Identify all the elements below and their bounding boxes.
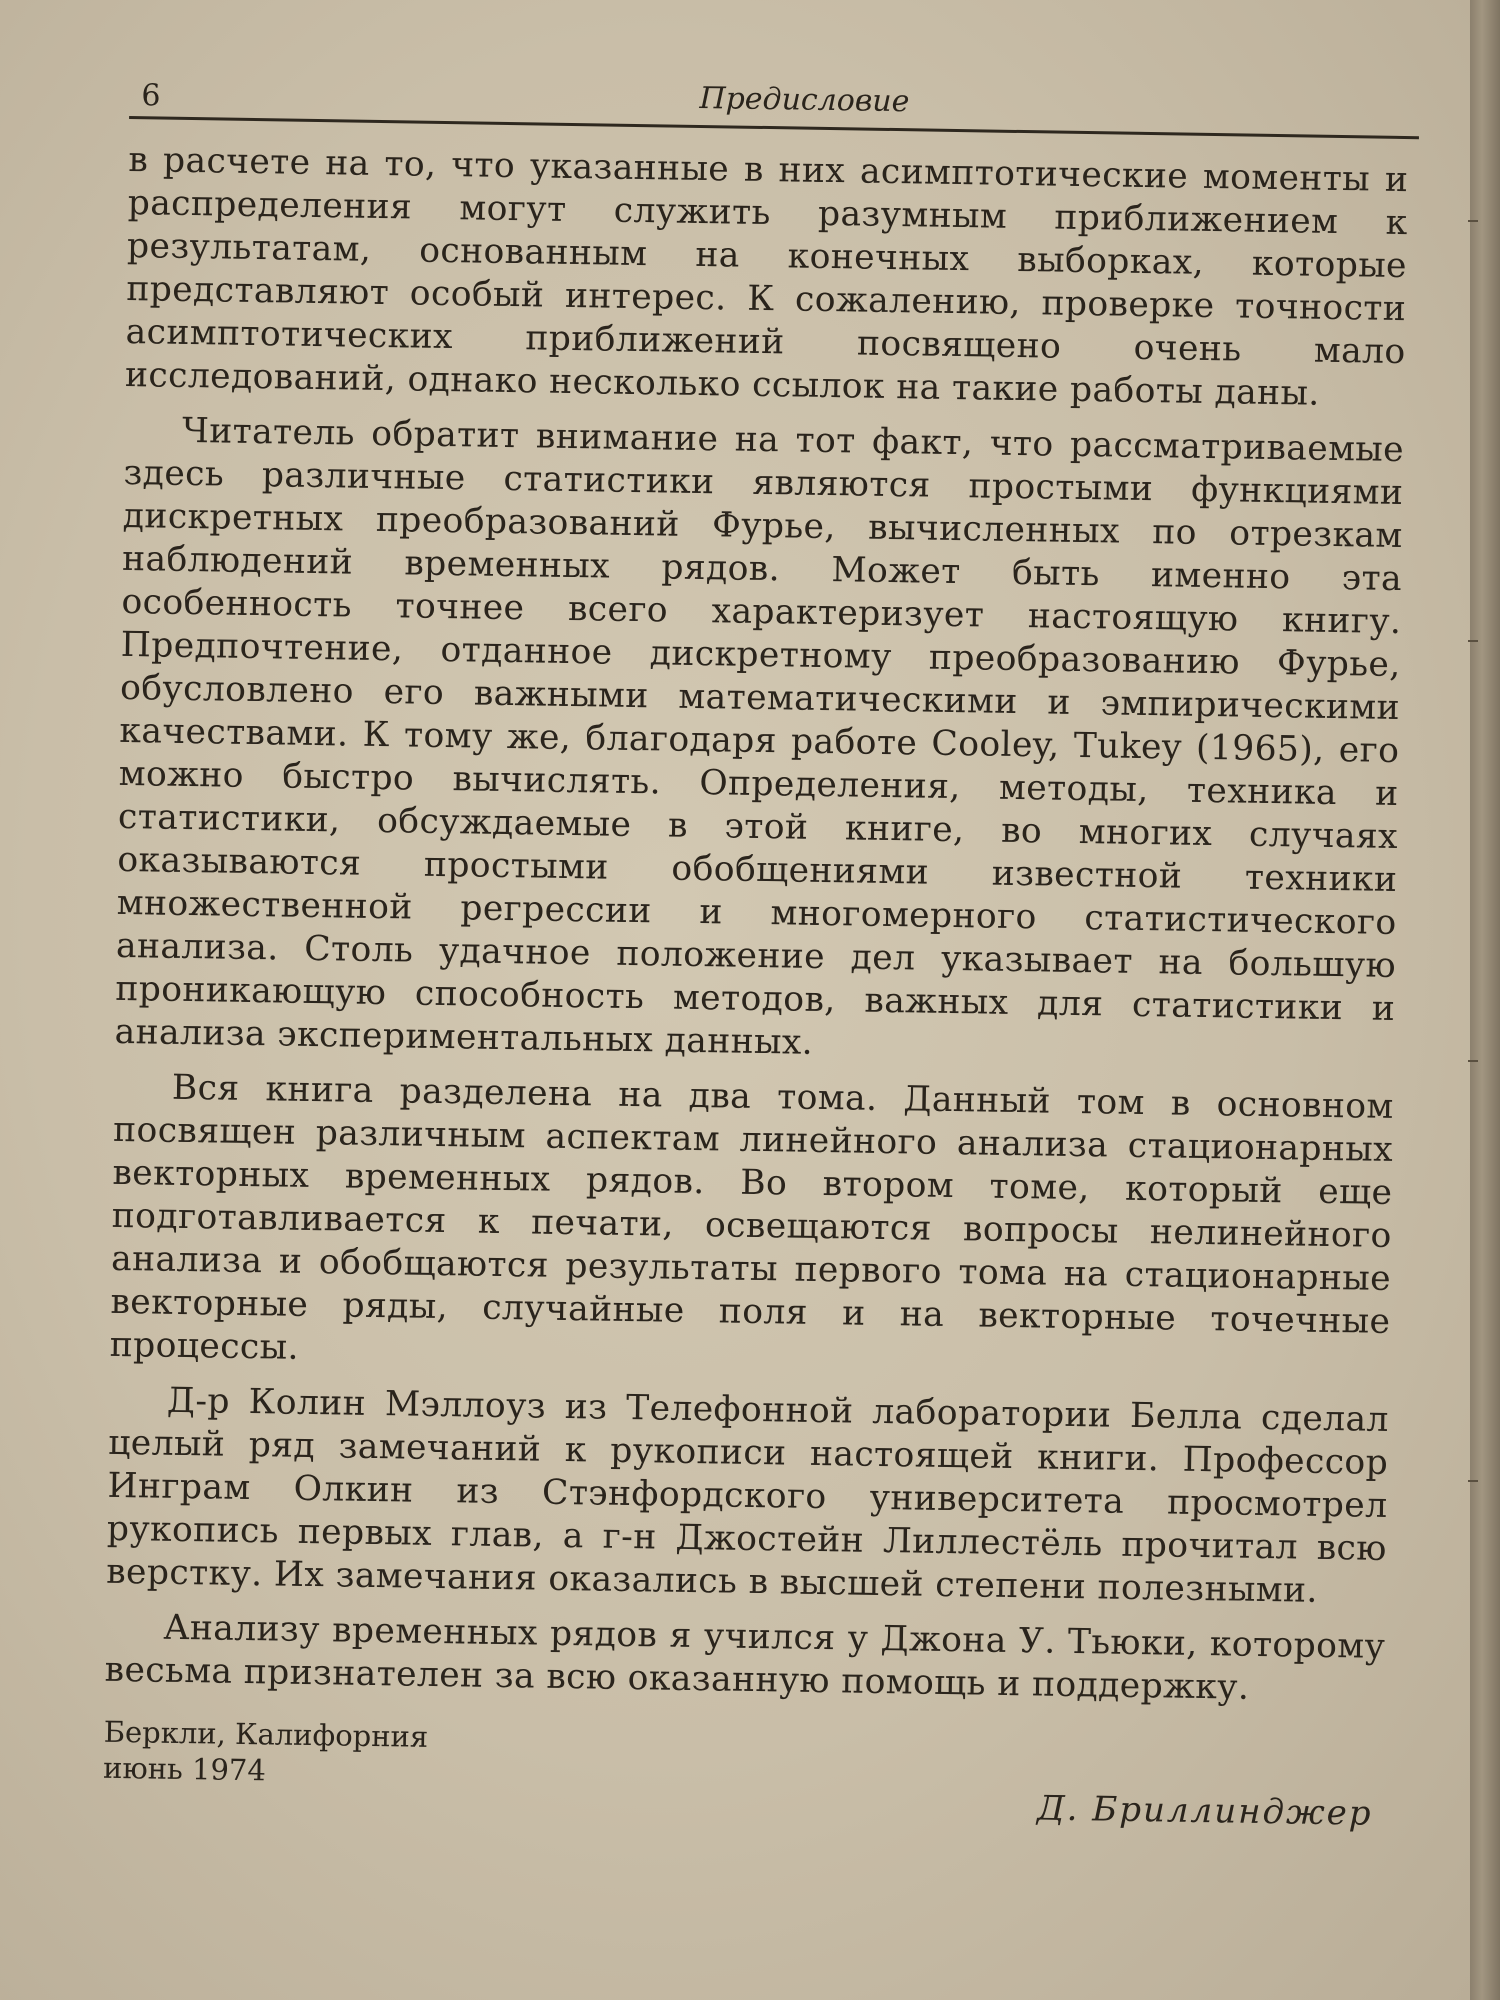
- binding-stitch: [1468, 640, 1478, 642]
- paragraph-2: Читатель обратит внимание на тот факт, что рассматриваемые здесь различные статистики являются простыми функциями дискретных преобразований Фурье, вычисленных по отрезкам наблюдений временных рядов. Может быть именно эта особенность точнее всего характеризует настоящую книгу. Предпочтение, отданное дискретному преобразованию Фурье, обусловлено его важными математическими и эмпирическими качествами. К тому же, благодаря работе Cooley, Tukey (1965), его можно быстро вычислять. Определения, методы, техника и статистики, обсуждаемые в этой книге, во многих случаях оказываются простыми обобщениями известной техники множественной регрессии и многомерного статистического анализа. Столь удачное положение дел указывает на большую проникающую способность методов, важных для статистики и анализа экспериментальных данных.: [114, 410, 1405, 1063]
- page-number: 6: [141, 78, 161, 114]
- running-title: Предисловие: [699, 80, 910, 120]
- place: Беркли, Калифорния: [103, 1714, 429, 1754]
- body-text: [104, 139, 1408, 1712]
- place-and-date: [103, 1714, 429, 1791]
- paragraph-1: в расчете на то, что указанные в них асимптотические моменты и распределения могут служить разумным приближением к результатам, основанным на конечных выборках, которые представляют особый интерес. К сожалению, проверке точности асимптотических приближений посвящено очень мало исследований, однако несколько ссылок на такие работы даны.: [124, 139, 1409, 414]
- binding-stitch: [1468, 1060, 1478, 1062]
- paragraph-4: Д-р Колин Мэллоуз из Телефонной лаборатории Белла сделал целый ряд замечаний к рукописи настоящей книги. Профессор Инграм Олкин из Стэнфордского университета просмотрел рукопись первых глав, а г-н Джостейн Лиллестёль прочитал всю верстку. Их замечания оказались в высшей степени полезными.: [105, 1380, 1390, 1611]
- paragraph-3: Вся книга разделена на два тома. Данный том в основном посвящен различным аспектам линейного анализа стационарных векторных временных рядов. Во втором томе, который еще подготавливается к печати, освещаются вопросы нелинейного анализа и обобщаются результаты первого тома на стационарные векторные ряды, случайные поля и на векторные точечные процессы.: [109, 1067, 1395, 1368]
- page-binding-edge: [1470, 0, 1500, 2000]
- author-signature: Д. Бриллинджер: [1036, 1788, 1373, 1834]
- binding-stitch: [1468, 1480, 1478, 1482]
- page-content: [102, 60, 1410, 1884]
- page-footer: [102, 1714, 1384, 1884]
- page-header: [129, 60, 1420, 139]
- binding-stitch: [1468, 220, 1478, 222]
- paragraph-5: Анализу временных рядов я учился у Джона У. Тьюки, которому весьма признателен за всю оказанную помощь и поддержку.: [104, 1607, 1386, 1708]
- date: июнь 1974: [102, 1750, 267, 1788]
